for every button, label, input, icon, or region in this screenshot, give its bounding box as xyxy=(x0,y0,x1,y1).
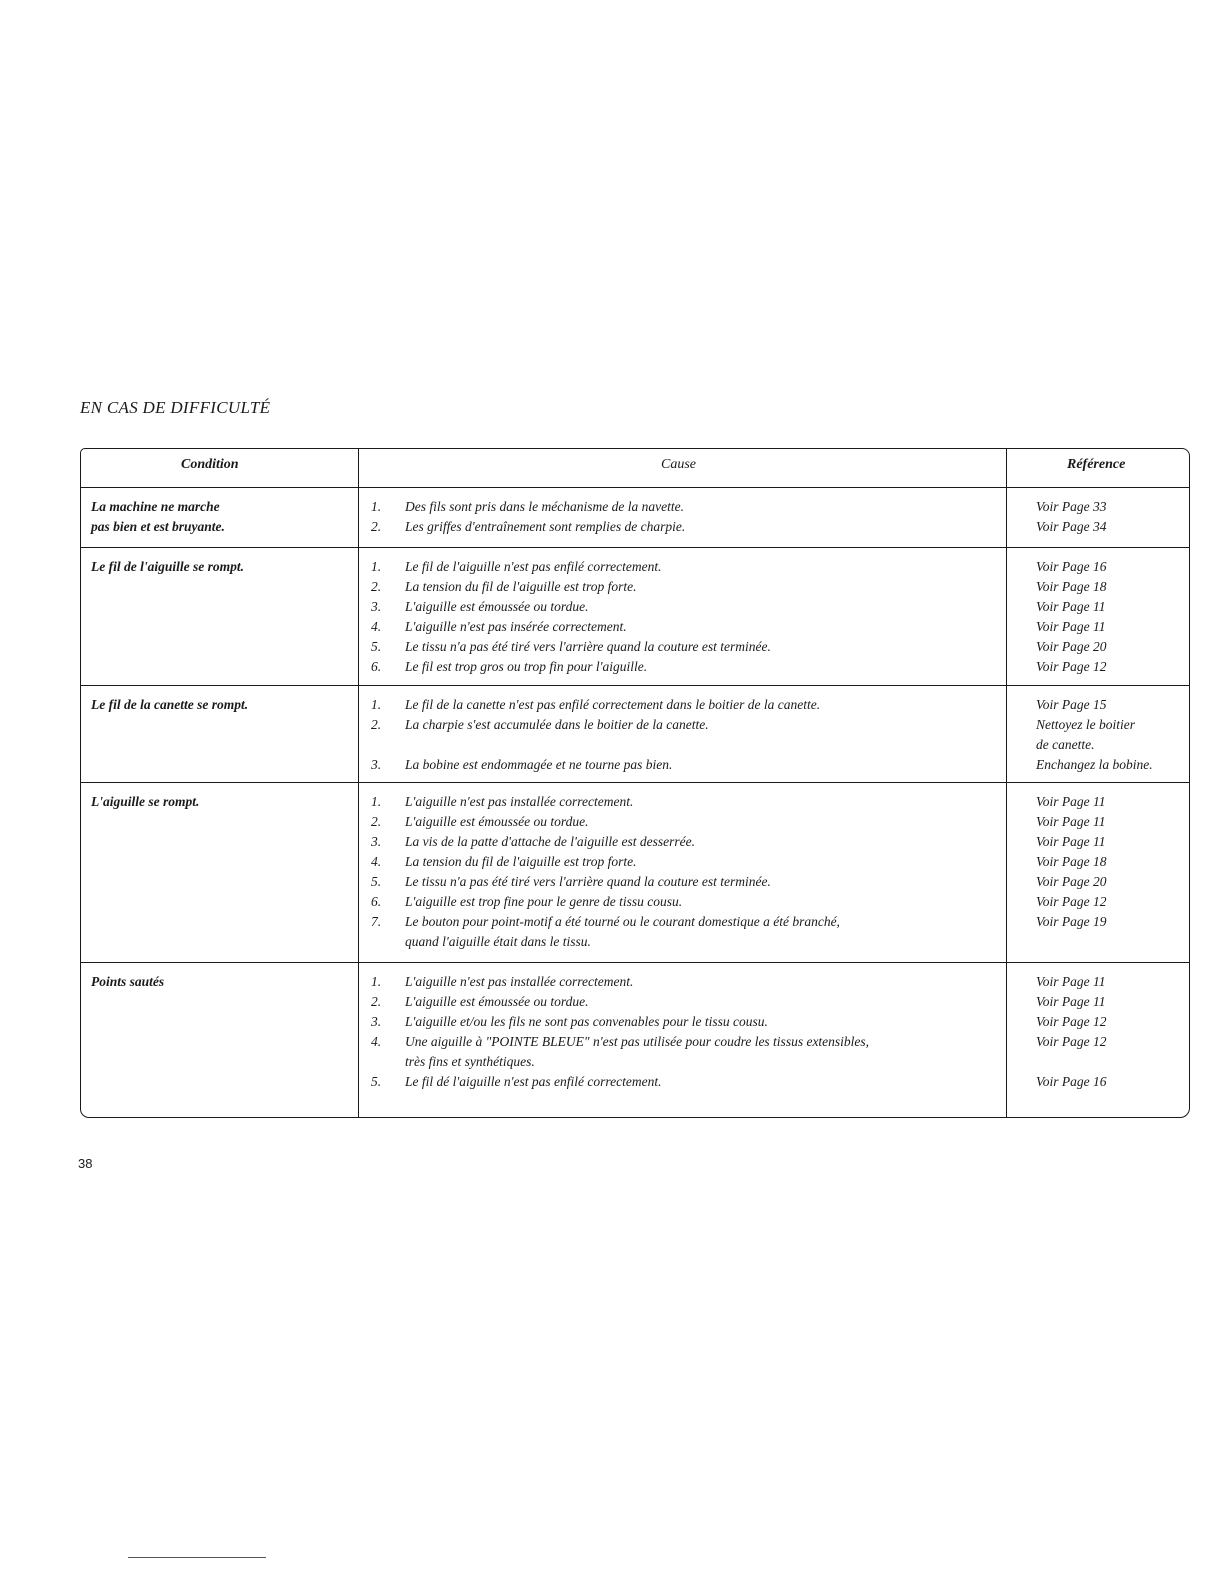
cause-text: La charpie s'est accumulée dans le boitier de la canette. xyxy=(405,717,709,732)
condition-cell xyxy=(91,497,346,537)
cause-text: Le fil est trop gros ou trop fin pour l'aiguille. xyxy=(405,659,648,674)
cause-text: L'aiguille et/ou les fils ne sont pas convenables pour le tissu cousu. xyxy=(405,1014,768,1029)
cause-text: L'aiguille est émoussée ou tordue. xyxy=(405,599,589,614)
cause-text: Le tissu n'a pas été tiré vers l'arrière quand la couture est terminée. xyxy=(405,874,771,889)
cause-number: 3. xyxy=(371,757,382,772)
cause-text: L'aiguille n'est pas insérée correctement. xyxy=(405,619,627,634)
reference-text: Voir Page 19 xyxy=(1036,914,1107,929)
cause-item xyxy=(371,972,633,992)
cause-number: 2. xyxy=(371,717,382,732)
cause-text: L'aiguille n'est pas installée correctement. xyxy=(405,974,634,989)
condition-cell xyxy=(91,972,346,992)
footer-rule xyxy=(128,1557,266,1558)
reference-text: Voir Page 16 xyxy=(1036,1074,1107,1089)
cause-number: 6. xyxy=(371,894,382,909)
cause-number: 1. xyxy=(371,974,382,989)
cause-item xyxy=(371,557,661,577)
reference-text: de canette. xyxy=(1036,737,1095,752)
condition-line: Le fil de la canette se rompt. xyxy=(91,697,249,712)
table-row-machine-noisy xyxy=(81,487,1189,547)
page-number: 38 xyxy=(78,1156,93,1171)
reference-text: Voir Page 34 xyxy=(1036,519,1107,534)
table-row-bobbin-thread-breaks xyxy=(81,685,1189,782)
cause-item xyxy=(371,1072,661,1092)
cause-item xyxy=(371,617,627,637)
cause-number: 4. xyxy=(371,619,382,634)
cause-item xyxy=(371,695,820,715)
reference-text: Voir Page 12 xyxy=(1036,659,1107,674)
reference-text: Voir Page 11 xyxy=(1036,974,1106,989)
condition-line: L'aiguille se rompt. xyxy=(91,794,200,809)
cause-item xyxy=(371,1012,768,1032)
cause-text: Le tissu n'a pas été tiré vers l'arrière quand la couture est terminée. xyxy=(405,639,771,654)
reference-text: Nettoyez le boitier xyxy=(1036,717,1135,732)
cause-number: 5. xyxy=(371,874,382,889)
cause-text: Le bouton pour point-motif a été tourné ou le courant domestique a été branché, xyxy=(405,914,840,929)
cause-number: 4. xyxy=(371,1034,382,1049)
reference-text: Voir Page 20 xyxy=(1036,639,1107,654)
cause-text: Une aiguille à "POINTE BLEUE" n'est pas utilisée pour coudre les tissus extensibles, xyxy=(405,1034,870,1049)
reference-text: Voir Page 12 xyxy=(1036,1014,1107,1029)
reference-text: Voir Page 12 xyxy=(1036,1034,1107,1049)
condition-line: Points sautés xyxy=(91,974,165,989)
reference-text: Voir Page 11 xyxy=(1036,794,1106,809)
reference-text: Voir Page 11 xyxy=(1036,619,1106,634)
reference-text: Voir Page 11 xyxy=(1036,994,1106,1009)
cause-number: 5. xyxy=(371,639,382,654)
cause-item xyxy=(371,832,695,852)
table-row-skipped-stitches xyxy=(81,962,1189,1112)
cause-item xyxy=(371,792,633,812)
cause-number: 3. xyxy=(371,1014,382,1029)
table-row-needle-breaks xyxy=(81,782,1189,962)
cause-item xyxy=(371,852,637,872)
cause-text: L'aiguille est trop fine pour le genre de tissu cousu. xyxy=(405,894,683,909)
reference-text: Voir Page 11 xyxy=(1036,814,1106,829)
cause-number: 4. xyxy=(371,854,382,869)
cause-number: 5. xyxy=(371,1074,382,1089)
cause-number: 2. xyxy=(371,579,382,594)
cause-item xyxy=(371,657,647,677)
cause-item xyxy=(371,912,840,952)
reference-text: Voir Page 20 xyxy=(1036,874,1107,889)
cause-number: 2. xyxy=(371,994,382,1009)
table-row-needle-thread-breaks xyxy=(81,547,1189,685)
header-cause: Cause xyxy=(661,457,696,472)
cause-text: Le fil de l'aiguille n'est pas enfilé correctement. xyxy=(405,559,662,574)
cause-item xyxy=(371,992,589,1012)
cause-item xyxy=(371,577,637,597)
cause-text: La tension du fil de l'aiguille est trop forte. xyxy=(405,854,637,869)
reference-text: Voir Page 16 xyxy=(1036,559,1107,574)
cause-number: 2. xyxy=(371,814,382,829)
cause-number: 1. xyxy=(371,794,382,809)
cause-item xyxy=(371,755,672,775)
cause-text: L'aiguille est émoussée ou tordue. xyxy=(405,994,589,1009)
reference-text: Voir Page 11 xyxy=(1036,834,1106,849)
cause-number: 1. xyxy=(371,559,382,574)
condition-cell xyxy=(91,557,346,577)
cause-number: 3. xyxy=(371,599,382,614)
cause-text: Des fils sont pris dans le méchanisme de la navette. xyxy=(405,499,684,514)
reference-text: Voir Page 11 xyxy=(1036,599,1106,614)
condition-line: Le fil de l'aiguille se rompt. xyxy=(91,559,244,574)
cause-item xyxy=(371,597,589,617)
condition-line: La machine ne marche xyxy=(91,499,220,514)
header-condition: Condition xyxy=(181,457,239,472)
reference-text: Voir Page 18 xyxy=(1036,579,1107,594)
condition-cell xyxy=(91,792,346,812)
cause-text-continued: très fins et synthétiques. xyxy=(405,1054,535,1069)
cause-text: La vis de la patte d'attache de l'aiguille est desserrée. xyxy=(405,834,695,849)
header-reference: Référence xyxy=(1067,457,1126,472)
condition-line: pas bien et est bruyante. xyxy=(91,519,225,534)
cause-item xyxy=(371,637,771,657)
page-title: EN CAS DE DIFFICULTÉ xyxy=(80,398,271,417)
reference-text: Voir Page 15 xyxy=(1036,697,1107,712)
cause-number: 3. xyxy=(371,834,382,849)
reference-text: Enchangez la bobine. xyxy=(1036,757,1153,772)
condition-cell xyxy=(91,695,346,715)
cause-number: 1. xyxy=(371,499,382,514)
reference-text: Voir Page 12 xyxy=(1036,894,1107,909)
cause-number: 7. xyxy=(371,914,382,929)
cause-text: Le fil dé l'aiguille n'est pas enfilé correctement. xyxy=(405,1074,662,1089)
cause-number: 6. xyxy=(371,659,382,674)
cause-text: La bobine est endommagée et ne tourne pas bien. xyxy=(405,757,673,772)
cause-number: 1. xyxy=(371,697,382,712)
cause-item xyxy=(371,872,771,892)
cause-text: L'aiguille est émoussée ou tordue. xyxy=(405,814,589,829)
cause-number: 2. xyxy=(371,519,382,534)
cause-item xyxy=(371,1032,869,1072)
cause-item xyxy=(371,715,709,735)
troubleshooting-table xyxy=(80,448,1190,1118)
cause-text-continued: quand l'aiguille était dans le tissu. xyxy=(405,934,591,949)
cause-item xyxy=(371,892,682,912)
reference-text: Voir Page 18 xyxy=(1036,854,1107,869)
reference-text: Voir Page 33 xyxy=(1036,499,1107,514)
cause-item xyxy=(371,812,589,832)
cause-item xyxy=(371,497,684,517)
cause-item xyxy=(371,517,685,537)
cause-text: Les griffes d'entraînement sont remplies de charpie. xyxy=(405,519,686,534)
cause-text: L'aiguille n'est pas installée correctement. xyxy=(405,794,634,809)
cause-text: Le fil de la canette n'est pas enfilé correctement dans le boitier de la canette. xyxy=(405,697,821,712)
cause-text: La tension du fil de l'aiguille est trop forte. xyxy=(405,579,637,594)
